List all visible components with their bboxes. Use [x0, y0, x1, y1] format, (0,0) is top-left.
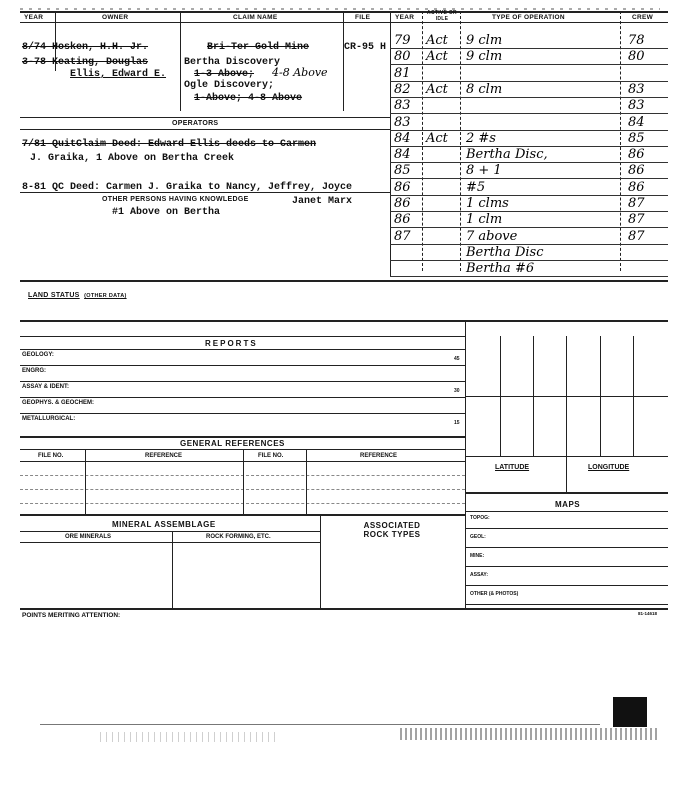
- report-row-number: 45: [454, 356, 460, 362]
- operator-entry-3: 8-81 QC Deed: Carmen J. Graika to Nancy, Jeffrey, Joyce: [22, 182, 353, 193]
- report-row-number: 30: [454, 388, 460, 394]
- header-claim-name: CLAIM NAME: [233, 14, 278, 21]
- file-number: CR-95 H: [344, 42, 387, 53]
- ops-type: Bertha #6: [466, 261, 535, 276]
- gen-ref-file-no: FILE NO.: [38, 453, 64, 459]
- col-divider-active: [460, 11, 461, 271]
- report-row-label: GEOPHYS. & GEOCHEM:: [22, 400, 95, 406]
- map-row-line: [466, 604, 668, 605]
- ops-row-line: [390, 162, 668, 163]
- report-row-number: 15: [454, 420, 460, 426]
- ops-status: Act: [426, 33, 448, 48]
- operator-entry-5: #1 Above on Bertha: [112, 207, 221, 218]
- header-type-operation: TYPE OF OPERATION: [492, 14, 565, 21]
- scan-artifact-line: [40, 724, 600, 725]
- ops-type: 2 #s: [466, 131, 496, 146]
- claim-entry-3-handwritten: 4-8 Above: [272, 66, 328, 79]
- points-meriting-attention: POINTS MERITING ATTENTION:: [22, 612, 121, 619]
- latitude-label: LATITUDE: [495, 464, 530, 471]
- form-number: 81-14618: [638, 611, 658, 616]
- land-status-label: [28, 284, 127, 302]
- maps-divider: [466, 511, 668, 512]
- map-row-label: OTHER (& PHOTOS): [470, 591, 519, 597]
- report-row-line: [20, 413, 465, 414]
- operator-entry-2: J. Graika, 1 Above on Bertha Creek: [30, 153, 235, 164]
- col-divider-year2: [422, 11, 423, 271]
- ops-crew: 83: [628, 82, 645, 97]
- operators-divider: [20, 129, 390, 130]
- reports-top-border: [20, 320, 668, 322]
- report-row-line: [20, 349, 465, 350]
- ops-crew: 87: [628, 212, 645, 227]
- mineral-top: [20, 514, 465, 516]
- ops-crew: 78: [628, 33, 645, 48]
- operators-divider-top: [20, 117, 390, 118]
- gen-ref-col-2: [243, 449, 244, 514]
- mineral-title: MINERAL ASSEMBLAGE: [112, 520, 216, 529]
- header-year: YEAR: [24, 14, 44, 21]
- ops-crew: 87: [628, 196, 645, 211]
- points-top: [20, 608, 668, 610]
- reports-right-divider: [465, 320, 466, 608]
- report-row-label: ENGRG:: [22, 368, 46, 374]
- map-row-label: MINE:: [470, 553, 485, 559]
- ops-type: Bertha Disc,: [466, 147, 548, 162]
- rock-forming-label: ROCK FORMING, ETC.: [206, 534, 271, 540]
- claim-entry-2: Bertha Discovery: [184, 57, 281, 68]
- report-row-label: GEOLOGY:: [22, 352, 54, 358]
- claim-entry-5: 1-Above; 4-8 Above: [194, 93, 303, 104]
- reports-title: REPORTS: [205, 339, 258, 348]
- gen-ref-reference: REFERENCE: [145, 453, 183, 459]
- ops-status: Act: [426, 131, 448, 146]
- maps-title: MAPS: [555, 500, 581, 509]
- gen-ref-top: [20, 436, 465, 438]
- map-row-label: TOPOG:: [470, 515, 490, 521]
- ops-type: 1 clms: [466, 196, 509, 211]
- claim-entry-4: Ogle Discovery;: [184, 80, 275, 91]
- ops-row-line: [390, 195, 668, 196]
- gen-ref-col-3: [306, 449, 307, 514]
- scan-artifact-block: [613, 697, 647, 727]
- owner-entry-3: Ellis, Edward E.: [70, 69, 167, 80]
- claim-entry-1: Bri-Ter Gold Mine: [207, 42, 310, 53]
- header-crew: CREW: [632, 14, 654, 21]
- ops-type: 1 clm: [466, 212, 503, 227]
- gen-ref-file-no-2: FILE NO.: [258, 453, 284, 459]
- map-row-line: [466, 528, 668, 529]
- ops-year: 81: [394, 66, 411, 81]
- ops-status: Act: [426, 49, 448, 64]
- map-row-label: GEOL:: [470, 534, 486, 540]
- ops-year: 80: [394, 49, 411, 64]
- header-year-ops: YEAR: [395, 14, 415, 21]
- ops-year: 86: [394, 212, 411, 227]
- mineral-header-line: [20, 542, 320, 543]
- gen-ref-title: GENERAL REFERENCES: [180, 439, 285, 448]
- ops-year: 87: [394, 229, 411, 244]
- ops-crew: 85: [628, 131, 645, 146]
- report-row-label: METALLURGICAL:: [22, 416, 76, 422]
- ops-status: Act: [426, 82, 448, 97]
- ops-type: 8 clm: [466, 82, 503, 97]
- maps-top: [466, 492, 668, 494]
- ops-year: 83: [394, 115, 411, 130]
- ore-minerals-label: ORE MINERALS: [65, 534, 112, 540]
- land-status-divider: [20, 280, 668, 282]
- top-border: [20, 11, 668, 13]
- ops-crew: 86: [628, 163, 645, 178]
- header-active-idle: ACTIVE OR IDLE: [427, 10, 457, 22]
- reports-title-divider: [20, 336, 465, 337]
- col-divider-owner: [180, 11, 181, 111]
- ops-year: 83: [394, 98, 411, 113]
- scan-artifact-top: [20, 8, 660, 10]
- ops-row-line: [390, 227, 668, 228]
- ops-row-line: [390, 64, 668, 65]
- claim-entry-3: 1-3 Above;: [194, 69, 255, 80]
- report-row-label: ASSAY & IDENT:: [22, 384, 70, 390]
- other-persons-divider: [20, 192, 390, 193]
- ops-crew: 84: [628, 115, 645, 130]
- ops-crew: 86: [628, 180, 645, 195]
- ops-crew: 80: [628, 49, 645, 64]
- longitude-label: LONGITUDE: [588, 464, 630, 471]
- ops-row-line: [390, 113, 668, 114]
- map-row-line: [466, 547, 668, 548]
- scan-artifact-noise: [400, 728, 660, 740]
- ops-type: 9 clm: [466, 49, 503, 64]
- ops-type: #5: [466, 180, 486, 195]
- ops-year: 79: [394, 33, 411, 48]
- grid-hline-1: [466, 396, 668, 397]
- operator-entry-4: Janet Marx: [292, 196, 353, 207]
- ops-type: Bertha Disc: [466, 245, 544, 260]
- ops-year: 85: [394, 163, 411, 178]
- assoc-rock-types-label: ASSOCIATED ROCK TYPES: [363, 521, 421, 539]
- col-divider-file: [390, 11, 391, 276]
- land-status-title: LAND STATUS: [28, 292, 80, 299]
- assoc-rock-divider: [320, 514, 321, 608]
- owner-entry-2: 3-78 Keating, Douglas: [22, 57, 149, 68]
- operators-title: OPERATORS: [172, 120, 219, 127]
- land-status-note: (OTHER DATA): [84, 293, 127, 299]
- ops-year: 86: [394, 196, 411, 211]
- ops-year: 84: [394, 147, 411, 162]
- ops-row-line: [390, 276, 668, 277]
- map-row-line: [466, 566, 668, 567]
- gen-ref-col-1: [85, 449, 86, 514]
- scan-artifact-noise-2: [100, 732, 280, 742]
- ops-row-line: [390, 211, 668, 212]
- gen-ref-reference-2: REFERENCE: [360, 453, 398, 459]
- header-file: FILE: [355, 14, 371, 21]
- ops-crew: 87: [628, 229, 645, 244]
- ops-type: 8 + 1: [466, 163, 502, 178]
- header-divider: [20, 22, 668, 23]
- lat-long-divider: [566, 456, 567, 492]
- ops-year: 86: [394, 180, 411, 195]
- ops-row-line: [390, 178, 668, 179]
- ops-crew: 86: [628, 147, 645, 162]
- ops-year: 82: [394, 82, 411, 97]
- report-row-line: [20, 365, 465, 366]
- map-row-label: ASSAY:: [470, 572, 489, 578]
- ops-crew: 83: [628, 98, 645, 113]
- ops-row-line: [390, 97, 668, 98]
- other-persons-title: OTHER PERSONS HAVING KNOWLEDGE: [102, 196, 249, 203]
- header-owner: OWNER: [102, 14, 129, 21]
- col-divider-type: [620, 11, 621, 271]
- report-row-line: [20, 397, 465, 398]
- operator-entry-1: 7/81 QuitClaim Deed: Edward Ellis deeds to Carmen: [22, 139, 317, 150]
- ops-type: 9 clm: [466, 33, 503, 48]
- mineral-col-divider: [172, 531, 173, 608]
- col-divider-claim: [343, 11, 344, 111]
- map-row-line: [466, 585, 668, 586]
- ops-type: 7 above: [466, 229, 518, 244]
- mineral-divider: [20, 531, 320, 532]
- grid-hline-2: [466, 456, 668, 457]
- owner-entry-1: 8/74 Hosken, H.H. Jr.: [22, 42, 149, 53]
- report-row-line: [20, 381, 465, 382]
- ops-year: 84: [394, 131, 411, 146]
